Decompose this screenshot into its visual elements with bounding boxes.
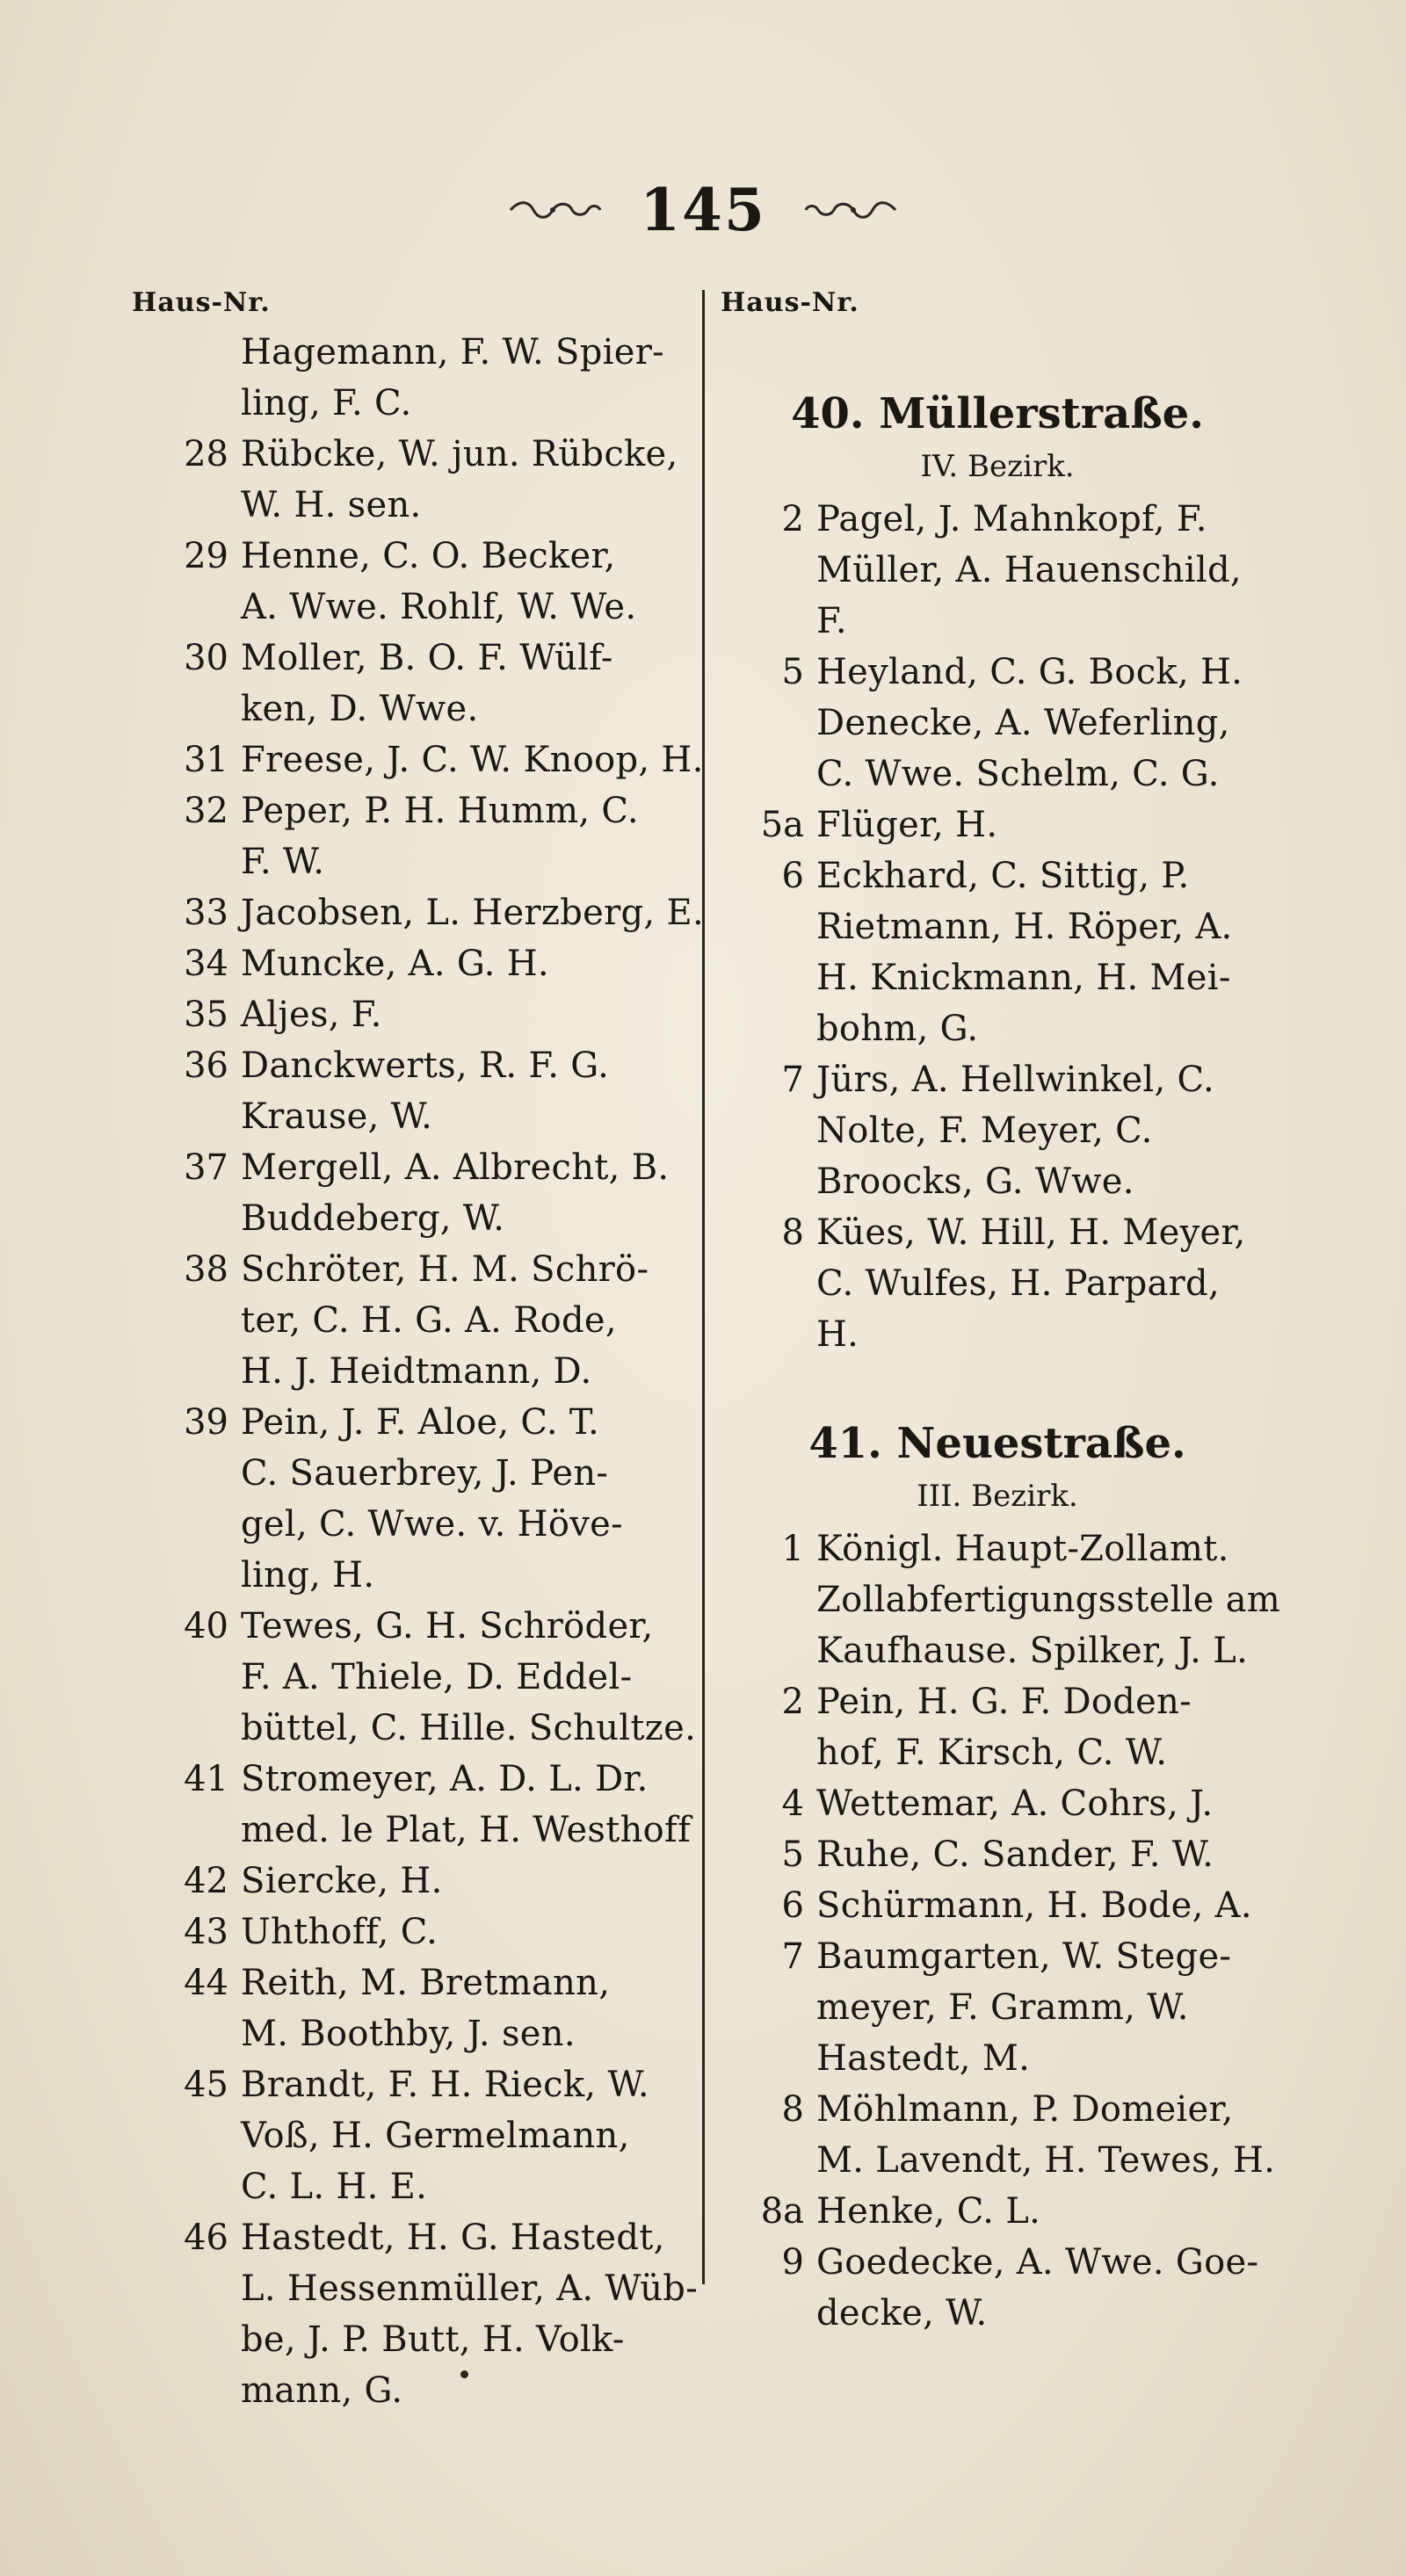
resident-line: M. Boothby, J. sen. (241, 2014, 576, 2054)
resident-line: Heyland, C. G. Bock, H. (816, 652, 1243, 692)
resident-line: Aljes, F. (241, 995, 382, 1035)
house-entry (721, 1778, 1274, 1829)
resident-names (241, 1142, 694, 1244)
resident-names (241, 887, 704, 938)
resident-names (241, 1040, 694, 1142)
resident-line: W. H. sen. (241, 485, 422, 525)
resident-names (241, 327, 694, 429)
resident-line: Goedecke, A. Wwe. Goe- (816, 2242, 1259, 2283)
right-ornament-icon (802, 199, 899, 221)
house-number: 38 (184, 1249, 228, 1290)
resident-names (816, 2237, 1274, 2339)
house-number: 7 (781, 1060, 804, 1100)
resident-names (241, 1244, 694, 1397)
house-number: 34 (184, 944, 228, 984)
resident-line: Hagemann, F. W. Spier- (241, 332, 664, 373)
resident-line: meyer, F. Gramm, W. (816, 1987, 1189, 2028)
resident-line: Henne, C. O. Becker, (241, 536, 616, 576)
resident-line: Kües, W. Hill, H. Meyer, (816, 1212, 1246, 1253)
resident-names (816, 1207, 1274, 1360)
resident-line: H. J. Heidtmann, D. (241, 1351, 592, 1392)
resident-names (241, 938, 694, 989)
resident-names (241, 429, 694, 531)
resident-line: Hastedt, H. G. Hastedt, (241, 2218, 665, 2258)
resident-line: med. le Plat, H. Westhoff (241, 1810, 692, 1850)
house-number: 9 (781, 2242, 804, 2283)
resident-line: Schröter, H. M. Schrö- (241, 1249, 649, 1290)
house-number: 40 (184, 1606, 228, 1646)
resident-line: bohm, G. (816, 1009, 979, 1049)
resident-line: Müller, A. Hauenschild, (816, 550, 1242, 590)
resident-line: Rübcke, W. jun. Rübcke, (241, 434, 678, 474)
resident-names (816, 2084, 1275, 2186)
section-district: IV. Bezirk. (920, 449, 1075, 484)
resident-line: Ruhe, C. Sander, F. W. (816, 1834, 1214, 1875)
house-entry (132, 2059, 694, 2212)
house-entry (132, 1907, 694, 1957)
house-entry (132, 327, 694, 429)
house-entry (132, 938, 694, 989)
resident-names (241, 1754, 694, 1856)
resident-line: C. Wwe. Schelm, C. G. (816, 754, 1220, 794)
resident-line: F. A. Thiele, D. Eddel- (241, 1657, 633, 1697)
resident-line: Pein, H. G. F. Doden- (816, 1682, 1192, 1722)
house-number: 4 (781, 1784, 804, 1824)
resident-line: Reith, M. Bretmann, (241, 1963, 611, 2003)
house-number: 42 (184, 1861, 228, 1901)
house-number: 29 (184, 536, 228, 576)
resident-line: gel, C. Wwe. v. Höve- (241, 1504, 623, 1545)
resident-names (816, 1523, 1280, 1676)
resident-line: decke, W. (816, 2293, 988, 2334)
house-number: 2 (781, 499, 804, 539)
house-number: 5a (760, 805, 804, 845)
column-divider (702, 290, 705, 2284)
house-entry (721, 2186, 1274, 2237)
house-number: 5 (781, 1834, 804, 1875)
house-entry (721, 850, 1274, 1054)
resident-line: ling, H. (241, 1555, 375, 1596)
resident-line: Freese, J. C. W. Knoop, H. (241, 740, 704, 780)
house-entry (721, 1880, 1274, 1931)
ink-dot (460, 2370, 468, 2378)
house-entry (132, 2212, 699, 2416)
resident-line: Krause, W. (241, 1096, 433, 1137)
left-entries (132, 327, 704, 2416)
resident-line: L. Hessenmüller, A. Wüb- (241, 2268, 699, 2309)
resident-line: Stromeyer, A. D. L. Dr. (241, 1759, 649, 1799)
page-header (0, 176, 1406, 246)
resident-line: Uhthoff, C. (241, 1912, 438, 1952)
house-entry (721, 647, 1274, 800)
resident-names (241, 1397, 694, 1601)
house-number: 33 (184, 893, 228, 933)
house-entry (721, 1676, 1274, 1778)
section-entries (721, 494, 1274, 1360)
house-entry (132, 633, 694, 734)
resident-names (241, 734, 704, 785)
section-title: 41. Neuestraße. (808, 1419, 1186, 1468)
resident-line: Voß, H. Germelmann, (241, 2116, 630, 2156)
resident-line: hof, F. Kirsch, C. W. (816, 1733, 1168, 1773)
left-ornament-icon (507, 199, 604, 221)
resident-names (816, 1778, 1274, 1829)
page-number: 145 (640, 176, 766, 244)
resident-line: Danckwerts, R. F. G. (241, 1046, 610, 1086)
resident-line: Kaufhause. Spilker, J. L. (816, 1631, 1249, 1671)
resident-names (816, 1829, 1274, 1880)
resident-line: C. Sauerbrey, J. Pen- (241, 1453, 609, 1494)
house-number: 30 (184, 638, 228, 678)
resident-line: Schürmann, H. Bode, A. (816, 1885, 1252, 1926)
resident-line: Flüger, H. (816, 805, 998, 845)
resident-line: Moller, B. O. F. Wülf- (241, 638, 613, 678)
house-entry (132, 785, 694, 887)
resident-names (816, 1931, 1274, 2084)
resident-names (241, 1957, 694, 2059)
resident-line: be, J. P. Butt, H. Volk- (241, 2319, 625, 2360)
resident-names (241, 989, 694, 1040)
resident-line: F. W. (241, 842, 325, 882)
resident-line: Rietmann, H. Röper, A. (816, 907, 1233, 947)
house-number: 8a (760, 2191, 804, 2232)
house-entry (721, 800, 1274, 850)
house-entry (132, 1397, 694, 1601)
house-entry (132, 989, 694, 1040)
house-number: 39 (184, 1402, 228, 1443)
resident-names (241, 785, 694, 887)
resident-line: Pagel, J. Mahnkopf, F. (816, 499, 1207, 539)
house-number: 8 (781, 2089, 804, 2130)
house-entry (132, 1856, 694, 1907)
resident-line: M. Lavendt, H. Tewes, H. (816, 2140, 1276, 2181)
right-column (721, 279, 1281, 2339)
house-entry (132, 887, 704, 938)
resident-names (816, 494, 1274, 647)
resident-line: Brandt, F. H. Rieck, W. (241, 2065, 649, 2105)
section-entries (721, 1523, 1281, 2339)
resident-line: Jacobsen, L. Herzberg, E. (241, 893, 704, 933)
resident-line: Denecke, A. Weferling, (816, 703, 1230, 743)
left-column (132, 279, 704, 2416)
house-entry (721, 494, 1274, 647)
resident-line: F. (816, 601, 847, 641)
house-entry (132, 429, 694, 531)
resident-line: Muncke, A. G. H. (241, 944, 549, 984)
house-number (132, 327, 241, 429)
resident-line: mann, G. (241, 2370, 403, 2411)
resident-line: büttel, C. Hille. Schultze. (241, 1708, 697, 1748)
resident-names (241, 633, 694, 734)
column-header: Haus-Nr. (132, 287, 271, 318)
house-number: 43 (184, 1912, 228, 1952)
house-entry (721, 1829, 1274, 1880)
house-number: 5 (781, 652, 804, 692)
house-number: 28 (184, 434, 228, 474)
resident-line: Wettemar, A. Cohrs, J. (816, 1784, 1214, 1824)
resident-line: A. Wwe. Rohlf, W. We. (241, 587, 637, 627)
resident-line: H. (816, 1314, 859, 1355)
resident-line: Tewes, G. H. Schröder, (241, 1606, 654, 1646)
house-entry (721, 2084, 1274, 2186)
house-entry (721, 1207, 1274, 1360)
house-number: 6 (781, 1885, 804, 1926)
house-number: 45 (184, 2065, 228, 2105)
house-number: 36 (184, 1046, 228, 1086)
resident-names (816, 2186, 1274, 2237)
resident-line: Jürs, A. Hellwinkel, C. (816, 1060, 1215, 1100)
section-title: 40. Müllerstraße. (791, 389, 1204, 438)
house-entry (132, 1244, 694, 1397)
section-district: III. Bezirk. (917, 1479, 1078, 1514)
house-number: 8 (781, 1212, 804, 1253)
resident-line: Zollabfertigungsstelle am (816, 1580, 1281, 1620)
house-entry (132, 734, 704, 785)
resident-names (816, 647, 1274, 800)
house-number: 7 (781, 1936, 804, 1977)
resident-names (241, 1601, 696, 1754)
house-number: 46 (184, 2218, 228, 2258)
house-number: 35 (184, 995, 228, 1035)
resident-line: Königl. Haupt-Zollamt. (816, 1529, 1229, 1569)
resident-names (241, 1907, 694, 1957)
house-entry (721, 2237, 1274, 2339)
resident-names (241, 1856, 694, 1907)
house-number: 2 (781, 1682, 804, 1722)
house-number: 44 (184, 1963, 228, 2003)
house-number: 41 (184, 1759, 228, 1799)
resident-line: C. L. H. E. (241, 2167, 428, 2207)
house-number: 31 (184, 740, 228, 780)
resident-line: Peper, P. H. Humm, C. (241, 791, 639, 831)
house-number: 32 (184, 791, 228, 831)
resident-names (241, 2212, 698, 2416)
resident-line: Eckhard, C. Sittig, P. (816, 856, 1190, 896)
house-number: 37 (184, 1147, 228, 1188)
column-header: Haus-Nr. (721, 287, 859, 318)
resident-line: Siercke, H. (241, 1861, 443, 1901)
house-entry (721, 1931, 1274, 2084)
resident-line: C. Wulfes, H. Parpard, (816, 1263, 1220, 1304)
resident-names (241, 2059, 694, 2212)
resident-line: Mergell, A. Albrecht, B. (241, 1147, 670, 1188)
resident-line: ling, F. C. (241, 383, 412, 423)
resident-names (816, 800, 1274, 850)
house-number: 6 (781, 856, 804, 896)
resident-names (816, 850, 1274, 1054)
house-entry (721, 1054, 1274, 1207)
resident-line: ter, C. H. G. A. Rode, (241, 1300, 617, 1341)
resident-line: H. Knickmann, H. Mei- (816, 958, 1231, 998)
resident-line: Pein, J. F. Aloe, C. T. (241, 1402, 599, 1443)
house-entry (132, 531, 694, 633)
house-number: 1 (781, 1529, 804, 1569)
resident-line: Hastedt, M. (816, 2038, 1031, 2079)
house-entry (132, 1040, 694, 1142)
resident-line: ken, D. Wwe. (241, 689, 479, 729)
resident-line: Broocks, G. Wwe. (816, 1161, 1134, 1202)
house-entry (132, 1601, 697, 1754)
resident-names (816, 1676, 1274, 1778)
resident-line: Henke, C. L. (816, 2191, 1041, 2232)
resident-line: Baumgarten, W. Stege- (816, 1936, 1232, 1977)
house-entry (132, 1957, 694, 2059)
resident-names (816, 1880, 1274, 1931)
house-entry (721, 1523, 1281, 1676)
resident-names (816, 1054, 1274, 1207)
resident-line: Buddeberg, W. (241, 1198, 505, 1239)
house-entry (132, 1754, 694, 1856)
resident-names (241, 531, 694, 633)
resident-line: Nolte, F. Meyer, C. (816, 1111, 1153, 1151)
resident-line: Möhlmann, P. Domeier, (816, 2089, 1234, 2130)
house-entry (132, 1142, 694, 1244)
